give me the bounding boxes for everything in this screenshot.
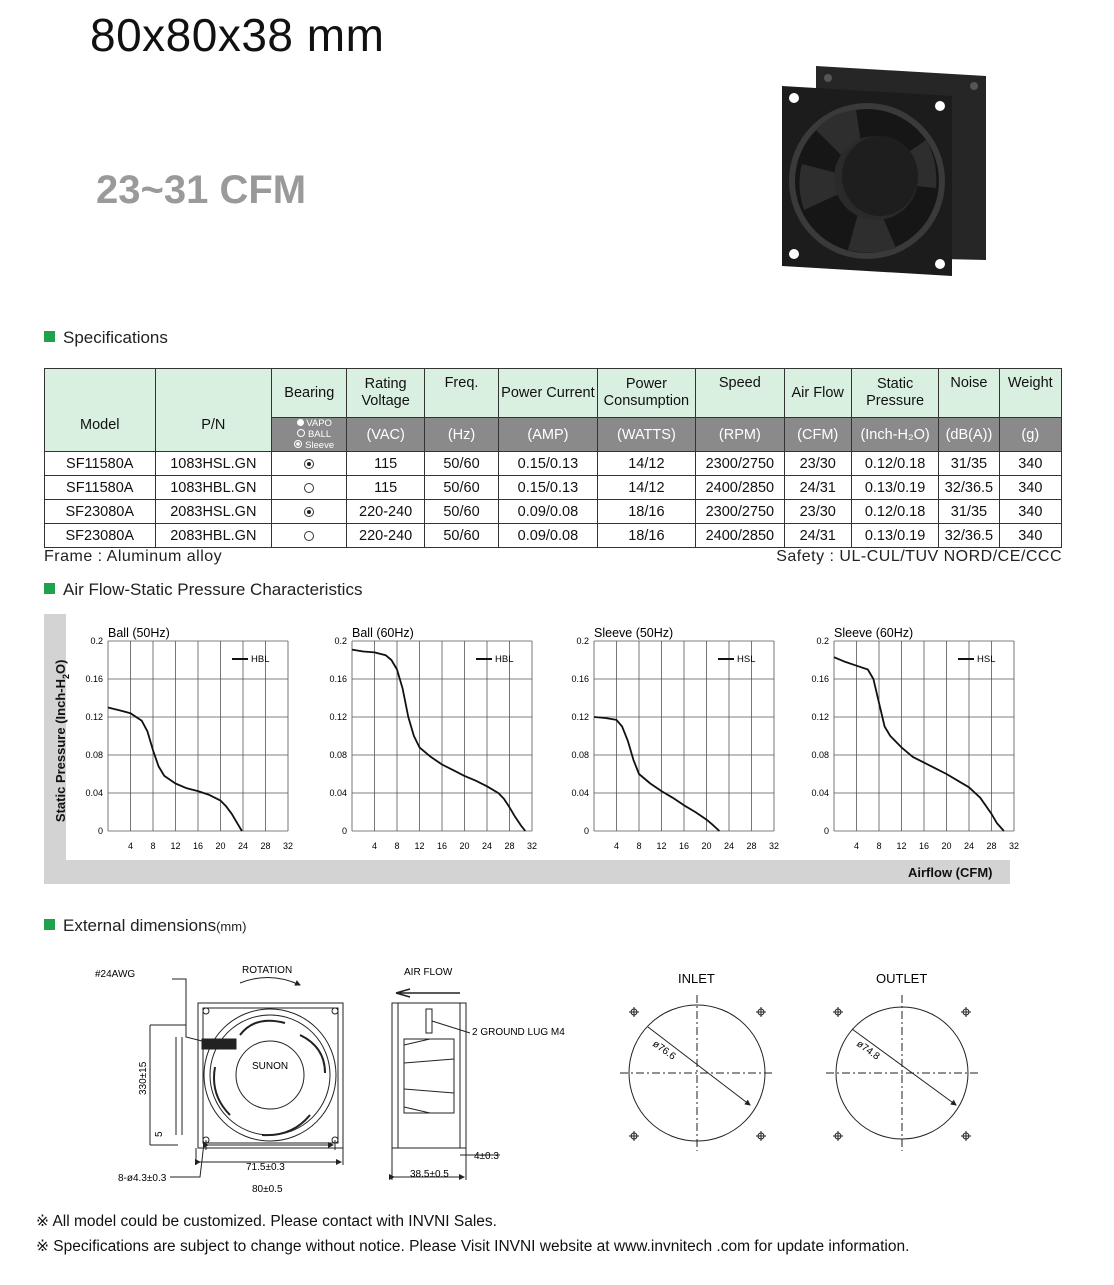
x-tick-label: 28	[746, 841, 757, 851]
header-bearing: Bearing	[272, 369, 347, 418]
cell-speed: 2400/2850	[696, 524, 784, 548]
x-axis-label: Airflow (CFM)	[908, 865, 993, 880]
header-speed: Speed	[696, 369, 784, 418]
y-tick-label: 0.12	[85, 712, 103, 722]
cell-freq: 50/60	[424, 524, 498, 548]
legend-label: HSL	[977, 654, 996, 665]
cell-freq: 50/60	[424, 452, 498, 476]
unit-current: (AMP)	[499, 418, 597, 452]
cell-current: 0.15/0.13	[499, 476, 597, 500]
y-tick-label: 0.08	[811, 750, 829, 760]
cell-speed: 2400/2850	[696, 476, 784, 500]
cell-current: 0.15/0.13	[499, 452, 597, 476]
cell-consumption: 14/12	[597, 476, 695, 500]
y-tick-label: 0.2	[816, 636, 829, 646]
cell-pressure: 0.13/0.19	[851, 476, 938, 500]
sleeve-bearing-icon	[304, 459, 314, 469]
chart-title: Ball (60Hz)	[352, 626, 414, 640]
y-tick-label: 0	[341, 826, 347, 836]
y-tick-label: 0.04	[811, 788, 829, 798]
sleeve-bearing-icon	[304, 507, 314, 517]
chart-title: Ball (50Hz)	[108, 626, 170, 640]
cell-model: SF23080A	[45, 524, 156, 548]
x-tick-label: 4	[853, 841, 860, 851]
cell-pressure: 0.12/0.18	[851, 452, 938, 476]
x-tick-label: 24	[963, 841, 975, 851]
y-tick-label: 0.08	[571, 750, 589, 760]
footnote-customize: ※ All model could be customized. Please contact with INVNI Sales.	[36, 1213, 497, 1230]
cell-airflow: 23/30	[784, 500, 851, 524]
chart-4	[811, 626, 1019, 851]
cell-voltage: 115	[347, 476, 424, 500]
table-row	[45, 452, 1062, 476]
cell-consumption: 18/16	[597, 524, 695, 548]
wire-length: 330±15	[138, 1061, 149, 1095]
x-tick-label: 4	[371, 841, 378, 851]
flange-label: 4±0.3	[474, 1151, 499, 1162]
cell-airflow: 24/31	[784, 476, 851, 500]
x-tick-label: 24	[723, 841, 735, 851]
x-tick-label: 32	[768, 841, 780, 851]
cell-speed: 2300/2750	[696, 500, 784, 524]
cell-noise: 32/36.5	[939, 524, 999, 548]
y-tick-label: 0.16	[811, 674, 829, 684]
chart-3	[571, 626, 779, 851]
cfm-range: 23~31 CFM	[96, 168, 307, 212]
chart-1	[85, 626, 293, 851]
cell-weight: 340	[999, 476, 1061, 500]
cell-airflow: 23/30	[784, 452, 851, 476]
header-freq: Freq.	[424, 369, 498, 418]
header-pressure: Static Pressure	[851, 369, 938, 418]
chart-2	[329, 626, 537, 851]
cell-model: SF11580A	[45, 452, 156, 476]
header-consumption: Power Consumption	[597, 369, 695, 418]
bearing-legend: VAPO BALL Sleeve	[272, 418, 347, 452]
unit-noise: (dB(A))	[939, 418, 999, 452]
x-tick-label: 28	[986, 841, 997, 851]
cell-current: 0.09/0.08	[499, 500, 597, 524]
table-row	[45, 500, 1062, 524]
x-tick-label: 32	[526, 841, 538, 851]
legend-label: HBL	[251, 654, 270, 665]
x-tick-label: 8	[394, 841, 400, 851]
cell-consumption: 14/12	[597, 452, 695, 476]
bearing-indicator	[272, 524, 347, 548]
lug-label: 2 GROUND LUG M4	[472, 1027, 565, 1038]
cell-pn: 1083HBL.GN	[155, 476, 272, 500]
y-tick-label: 0.16	[329, 674, 347, 684]
inlet-diameter: ø76.6	[650, 1038, 678, 1063]
cell-pn: 2083HSL.GN	[155, 500, 272, 524]
cell-pressure: 0.12/0.18	[851, 500, 938, 524]
frame-note: Frame : Aluminum alloy	[44, 548, 223, 565]
cell-noise: 32/36.5	[939, 476, 999, 500]
x-tick-label: 16	[436, 841, 448, 851]
x-tick-label: 4	[613, 841, 620, 851]
cell-model: SF23080A	[45, 500, 156, 524]
inlet-view	[620, 995, 775, 1151]
cell-pressure: 0.13/0.19	[851, 524, 938, 548]
x-tick-label: 8	[150, 841, 156, 851]
unit-airflow: (CFM)	[784, 418, 851, 452]
dimensions-heading: External dimensions(mm)	[44, 916, 246, 936]
unit-freq: (Hz)	[424, 418, 498, 452]
cell-voltage: 115	[347, 452, 424, 476]
unit-speed: (RPM)	[696, 418, 784, 452]
x-tick-label: 20	[701, 841, 712, 851]
cell-speed: 2300/2750	[696, 452, 784, 476]
chart-title: Sleeve (50Hz)	[594, 626, 674, 640]
header-pn: P/N	[155, 369, 272, 452]
table-row	[45, 524, 1062, 548]
wire-label: #24AWG	[95, 969, 136, 980]
x-tick-label: 20	[459, 841, 470, 851]
cell-weight: 340	[999, 452, 1061, 476]
page-title: 80x80x38 mm	[90, 9, 385, 61]
safety-note: Safety : UL-CUL/TUV NORD/CE/CCC	[776, 548, 1062, 565]
legend-label: HSL	[737, 654, 756, 665]
x-tick-label: 16	[192, 841, 204, 851]
cell-noise: 31/35	[939, 500, 999, 524]
cell-freq: 50/60	[424, 500, 498, 524]
curve-hbl	[108, 708, 242, 832]
unit-pressure: (Inch-H₂O)	[851, 418, 938, 452]
y-tick-label: 0.2	[576, 636, 589, 646]
y-tick-label: 0.12	[329, 712, 347, 722]
ball-bearing-icon	[304, 483, 314, 493]
legend-label: HBL	[495, 654, 514, 665]
wire-strip: 5	[154, 1131, 165, 1137]
y-tick-label: 0	[97, 826, 103, 836]
curve-hsl	[834, 657, 1004, 831]
ball-bearing-icon	[304, 531, 314, 541]
holes-label: 8-ø4.3±0.3	[118, 1173, 167, 1184]
bearing-indicator	[272, 500, 347, 524]
cell-airflow: 24/31	[784, 524, 851, 548]
cell-weight: 340	[999, 500, 1061, 524]
header-voltage: Rating Voltage	[347, 369, 424, 418]
outlet-label: OUTLET	[876, 971, 928, 986]
unit-consumption: (WATTS)	[597, 418, 695, 452]
header-airflow: Air Flow	[784, 369, 851, 418]
unit-voltage: (VAC)	[347, 418, 424, 452]
cell-consumption: 18/16	[597, 500, 695, 524]
header-noise: Noise	[939, 369, 999, 418]
airflow-charts	[0, 618, 1114, 858]
brand-label: SUNON	[252, 1061, 289, 1072]
y-tick-label: 0.08	[329, 750, 347, 760]
x-tick-label: 20	[941, 841, 952, 851]
x-tick-label: 12	[170, 841, 181, 851]
x-tick-label: 16	[678, 841, 690, 851]
x-tick-label: 12	[896, 841, 907, 851]
chart-title: Sleeve (60Hz)	[834, 626, 914, 640]
x-tick-label: 24	[481, 841, 493, 851]
y-tick-label: 0.12	[571, 712, 589, 722]
x-tick-label: 32	[1008, 841, 1020, 851]
spec-table	[44, 368, 1062, 548]
curve-hsl	[594, 717, 719, 831]
footnote-disclaimer: ※ Specifications are subject to change without notice. Please Visit INVNI website at www.invnitech .com for update information.	[36, 1238, 910, 1255]
cell-pn: 1083HSL.GN	[155, 452, 272, 476]
outlet-diameter: ø74.8	[854, 1038, 882, 1063]
x-tick-label: 32	[282, 841, 294, 851]
airflow-heading: Air Flow-Static Pressure Characteristics	[44, 580, 362, 600]
x-tick-label: 28	[504, 841, 515, 851]
depth-label: 38.5±0.5	[410, 1169, 449, 1180]
x-tick-label: 24	[237, 841, 249, 851]
y-tick-label: 0.04	[571, 788, 589, 798]
cell-freq: 50/60	[424, 476, 498, 500]
cell-model: SF11580A	[45, 476, 156, 500]
header-weight: Weight	[999, 369, 1061, 418]
dimension-drawings	[0, 955, 1114, 1205]
x-tick-label: 4	[127, 841, 134, 851]
y-tick-label: 0	[583, 826, 589, 836]
cell-current: 0.09/0.08	[499, 524, 597, 548]
x-tick-label: 12	[414, 841, 425, 851]
inlet-label: INLET	[678, 971, 715, 986]
bearing-indicator	[272, 452, 347, 476]
x-tick-label: 8	[636, 841, 642, 851]
x-tick-label: 28	[260, 841, 271, 851]
cell-voltage: 220-240	[347, 524, 424, 548]
hole-pitch: 71.5±0.3	[246, 1162, 285, 1173]
x-tick-label: 20	[215, 841, 226, 851]
bearing-indicator	[272, 476, 347, 500]
unit-weight: (g)	[999, 418, 1061, 452]
y-tick-label: 0.16	[571, 674, 589, 684]
y-tick-label: 0.08	[85, 750, 103, 760]
header-current: Power Current	[499, 369, 597, 418]
y-tick-label: 0.04	[329, 788, 347, 798]
y-tick-label: 0.12	[811, 712, 829, 722]
cell-voltage: 220-240	[347, 500, 424, 524]
curve-hbl	[352, 650, 525, 831]
fan-photo	[776, 60, 996, 280]
cell-pn: 2083HBL.GN	[155, 524, 272, 548]
y-tick-label: 0.2	[90, 636, 103, 646]
cell-noise: 31/35	[939, 452, 999, 476]
y-axis-label: Static Pressure $(Inch-H_2O)$	[53, 659, 71, 823]
y-tick-label: 0.2	[334, 636, 347, 646]
x-tick-label: 8	[876, 841, 882, 851]
cell-weight: 340	[999, 524, 1061, 548]
table-row	[45, 476, 1062, 500]
airflow-label: AIR FLOW	[404, 967, 453, 978]
specifications-heading: Specifications	[44, 328, 168, 348]
front-view	[150, 977, 343, 1177]
rotation-label: ROTATION	[242, 965, 293, 976]
outlet-view	[826, 995, 980, 1151]
width-label: 80±0.5	[252, 1184, 283, 1195]
y-tick-label: 0.16	[85, 674, 103, 684]
header-model: Model	[45, 369, 156, 452]
x-tick-label: 12	[656, 841, 667, 851]
x-tick-label: 16	[918, 841, 930, 851]
y-tick-label: 0	[823, 826, 829, 836]
y-tick-label: 0.04	[85, 788, 103, 798]
